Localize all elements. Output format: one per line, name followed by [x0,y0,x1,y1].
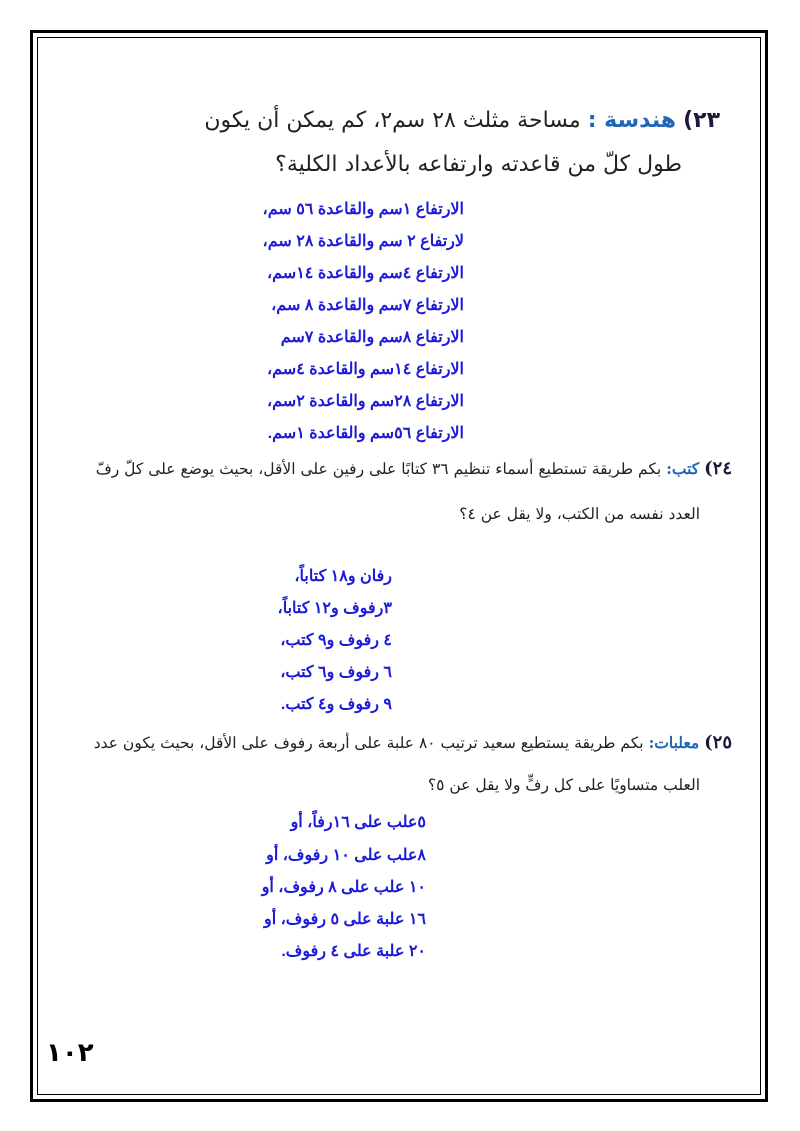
q25-line-1 [94,732,732,753]
q25-line-2: العلب متساويًا على كل رفٍّ ولا يقل عن ٥؟ [427,776,700,794]
q25-answer-5: ٢٠ علبة على ٤ رفوف. [281,943,426,960]
q25-tag: معلبات: [648,733,700,752]
q23-text-1: مساحة مثلث ٢٨ سم٢، كم يمكن أن يكون [204,108,581,133]
q24-answer-3: ٤ رفوف و٩ كتب، [280,632,392,649]
q23-answer-2: لارتفاع ٢ سم والقاعدة ٢٨ سم، [262,233,464,250]
q24-tag: كتب: [666,459,700,478]
q24-text-1: بكم طريقة تستطيع أسماء تنظيم ٣٦ كتابًا على رفين على الأقل، بحيث يوضع على كلّ رفّ [95,460,662,478]
q23-answer-7: الارتفاع ٢٨سم والقاعدة ٢سم، [266,393,464,410]
q25-answer-3: ١٠ علب على ٨ رفوف، أو [261,879,426,896]
q23-answer-3: الارتفاع ٤سم والقاعدة ١٤سم، [266,265,464,282]
q23-answer-5: الارتفاع ٨سم والقاعدة ٧سم [280,329,464,346]
q23-answer-6: الارتفاع ١٤سم والقاعدة ٤سم، [266,361,464,378]
page-border-inner [37,37,761,1095]
q25-number: ٢٥) [704,732,732,753]
q24-number: ٢٤) [704,458,732,479]
q24-answer-5: ٩ رفوف و٤ كتب. [280,696,392,713]
q25-answer-2: ٨علب على ١٠ رفوف، أو [266,847,426,864]
q24-line-1 [96,458,732,479]
q25-text-1: بكم طريقة يستطيع سعيد ترتيب ٨٠ علبة على أربعة رفوف على الأقل، بحيث يكون عدد [93,734,644,752]
q25-answer-4: ١٦ علبة على ٥ رفوف، أو [264,911,426,928]
q24-line-2: العدد نفسه من الكتب، ولا يقل عن ٤؟ [459,505,700,523]
q25-answer-1: ٥علب على ١٦رفاً، أو [290,814,426,831]
q23-answer-4: الارتفاع ٧سم والقاعدة ٨ سم، [271,297,464,314]
q23-number: ٢٣) [683,108,720,133]
q24-answer-2: ٣رفوف و١٢ كتاباً، [277,600,392,617]
q24-answer-4: ٦ رفوف و٦ كتب، [280,664,392,681]
q23-answer-1: الارتفاع ١سم والقاعدة ٥٦ سم، [262,201,464,218]
q23-answer-8: الارتفاع ٥٦سم والقاعدة ١سم. [267,425,464,442]
q23-tag: هندسة : [587,108,677,133]
page-number: ١٠٢ [46,1038,94,1068]
q23-line-1 [204,108,720,133]
q24-answer-1: رفان و١٨ كتاباً، [294,568,392,585]
q23-line-2: طول كلّ من قاعدته وارتفاعه بالأعداد الكلية؟ [275,152,682,177]
